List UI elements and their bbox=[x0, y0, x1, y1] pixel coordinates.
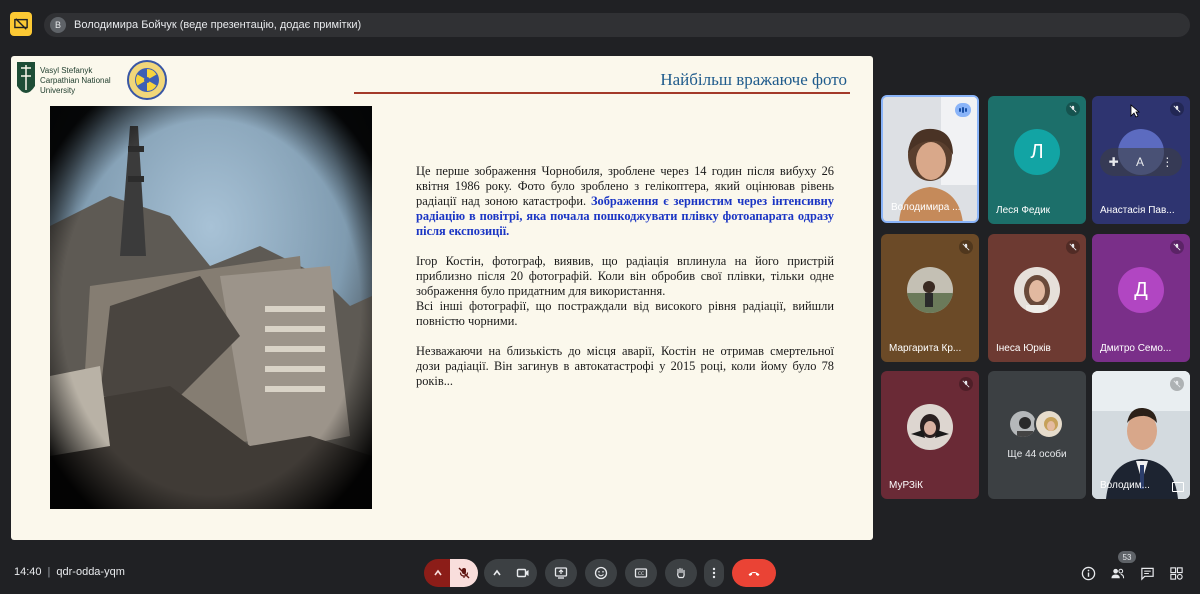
hang-up-icon bbox=[747, 566, 761, 580]
participant-tile-lesia[interactable] bbox=[988, 96, 1086, 224]
presentation-slide bbox=[11, 56, 873, 540]
participant-tile-anastasiia[interactable] bbox=[1092, 96, 1190, 224]
paragraph-2b: Всі інші фотографії, що постраждали від високого рівня радіації, вийшли повністю чорними. bbox=[416, 299, 834, 328]
pin-icon[interactable]: ✚ bbox=[1108, 155, 1119, 169]
mic-off-icon bbox=[1170, 102, 1184, 116]
mic-toggle-button[interactable] bbox=[450, 559, 478, 587]
people-icon bbox=[1110, 566, 1125, 581]
mouse-cursor-icon bbox=[1130, 104, 1140, 118]
more-participants-label: Ще 44 особи bbox=[1007, 449, 1067, 460]
mic-off-icon bbox=[959, 240, 973, 254]
mic-off-icon bbox=[1066, 102, 1080, 116]
camera-options-button[interactable] bbox=[484, 559, 510, 587]
captions-button[interactable] bbox=[625, 559, 657, 587]
smiley-icon bbox=[594, 566, 608, 580]
mic-off-icon bbox=[457, 566, 471, 580]
leave-call-button[interactable] bbox=[732, 559, 776, 587]
raise-hand-button[interactable] bbox=[665, 559, 697, 587]
chevron-up-icon bbox=[431, 566, 445, 580]
chernobyl-photo bbox=[50, 106, 372, 509]
participant-tile-dmytro[interactable] bbox=[1092, 234, 1190, 362]
slide-paragraph-1 bbox=[416, 164, 834, 239]
participant-name: Володим... bbox=[1100, 480, 1150, 491]
participant-tile-volodymyr[interactable] bbox=[1092, 371, 1190, 499]
participant-name: МуРЗіК bbox=[889, 480, 923, 491]
mic-off-icon bbox=[1066, 240, 1080, 254]
participant-name: Дмитро Семо... bbox=[1100, 343, 1172, 354]
participant-name: Інеса Юрків bbox=[996, 343, 1051, 354]
paragraph-2a: Ігор Костін, фотограф, виявив, що радіація вплинула на його пристрій приблизно після 20 фотографій. Коли він обробив свої плівки, тільки одне зображення було придатним для використання. bbox=[416, 254, 834, 298]
participant-avatar: Д bbox=[1118, 267, 1164, 313]
chat-icon bbox=[1140, 566, 1155, 581]
presenter-banner-text: Володимира Бойчук (веде презентацію, додає примітки) bbox=[74, 19, 362, 31]
participant-photo bbox=[907, 267, 953, 313]
camera-toggle-button[interactable] bbox=[509, 559, 537, 587]
chevron-up-icon bbox=[490, 566, 504, 580]
participant-avatar: Л bbox=[1014, 129, 1060, 175]
participant-name: Маргарита Кр... bbox=[889, 343, 962, 354]
meeting-details-button[interactable] bbox=[1079, 564, 1097, 582]
mic-off-icon bbox=[1170, 240, 1184, 254]
participant-count-badge: 53 bbox=[1118, 551, 1136, 563]
university-line-2: Carpathian National bbox=[40, 76, 111, 85]
present-button[interactable] bbox=[545, 559, 577, 587]
slide-body-text bbox=[416, 164, 834, 404]
university-line-3: University bbox=[40, 86, 76, 95]
more-icon[interactable]: ⋮ bbox=[1161, 155, 1174, 169]
participant-name: Анастасія Пав... bbox=[1100, 205, 1175, 216]
more-participants-tile[interactable] bbox=[988, 371, 1086, 499]
reactions-button[interactable] bbox=[585, 559, 617, 587]
speaking-indicator-icon bbox=[955, 103, 971, 117]
more-vert-icon bbox=[707, 566, 721, 580]
radiation-seal-icon bbox=[126, 59, 168, 101]
tune-icon[interactable]: A bbox=[1136, 155, 1145, 169]
video-camera-icon bbox=[516, 566, 530, 580]
participant-name: Леся Федик bbox=[996, 205, 1051, 216]
meeting-time: 14:40 bbox=[14, 566, 42, 578]
participant-photo bbox=[1014, 267, 1060, 313]
screen-share-icon bbox=[1172, 482, 1184, 492]
hand-icon bbox=[674, 566, 688, 580]
university-line-1: Vasyl Stefanyk bbox=[40, 66, 93, 75]
activities-button[interactable] bbox=[1167, 564, 1185, 582]
university-logo bbox=[15, 60, 120, 102]
paragraph-1-plain: Це перше зображення Чорнобиля, зроблене через 14 годин після вибуху 26 квітня 1986 року. Фото було зроблено з гелікоптера, який оцінював рівень радіації над зоною катастрофи. bbox=[416, 164, 834, 208]
mic-off-icon bbox=[1170, 377, 1184, 391]
mic-off-icon bbox=[959, 377, 973, 391]
participant-name: Володимира ... bbox=[891, 202, 961, 213]
participant-tile-inesa[interactable] bbox=[988, 234, 1086, 362]
university-shield-icon bbox=[15, 60, 37, 102]
mic-options-button[interactable] bbox=[424, 559, 452, 587]
closed-captions-icon bbox=[634, 566, 648, 580]
presenter-avatar: В bbox=[50, 17, 66, 33]
stop-presenting-icon[interactable] bbox=[10, 12, 32, 36]
chat-button[interactable] bbox=[1138, 564, 1156, 582]
more-options-button[interactable] bbox=[704, 559, 724, 587]
activities-grid-icon bbox=[1169, 566, 1184, 581]
info-icon bbox=[1081, 566, 1096, 581]
slide-title: Найбільш вражаюче фото bbox=[660, 70, 847, 89]
participant-tile-marharyta[interactable] bbox=[881, 234, 979, 362]
paragraph-1-highlight: Зображення є зернистим через інтенсивну радіацію в повітрі, яка почала пошкоджувати плівку фотоапарата одразу після експозиції. bbox=[416, 194, 834, 238]
title-divider bbox=[354, 92, 850, 94]
present-screen-icon bbox=[554, 566, 568, 580]
meeting-info: 14:40 | qdr-odda-yqm bbox=[14, 566, 125, 578]
participant-tile-murzik[interactable] bbox=[881, 371, 979, 499]
slide-paragraph-3: Незважаючи на близькість до місця аварії, Костін не отримав смертельної дози радіації. Він загинув в автокатастрофі у 2015 році, коли йому було 78 років... bbox=[416, 344, 834, 388]
svg-text:CC: CC bbox=[637, 572, 645, 578]
slide-paragraph-2 bbox=[416, 254, 834, 329]
people-button[interactable] bbox=[1108, 564, 1126, 582]
tile-hover-controls bbox=[1100, 148, 1182, 176]
presenter-banner bbox=[44, 13, 1190, 37]
meeting-code[interactable]: qdr-odda-yqm bbox=[56, 566, 125, 578]
other-participant-avatar bbox=[1034, 409, 1064, 439]
participant-photo bbox=[907, 404, 953, 450]
participant-tile-presenter[interactable] bbox=[881, 95, 979, 223]
